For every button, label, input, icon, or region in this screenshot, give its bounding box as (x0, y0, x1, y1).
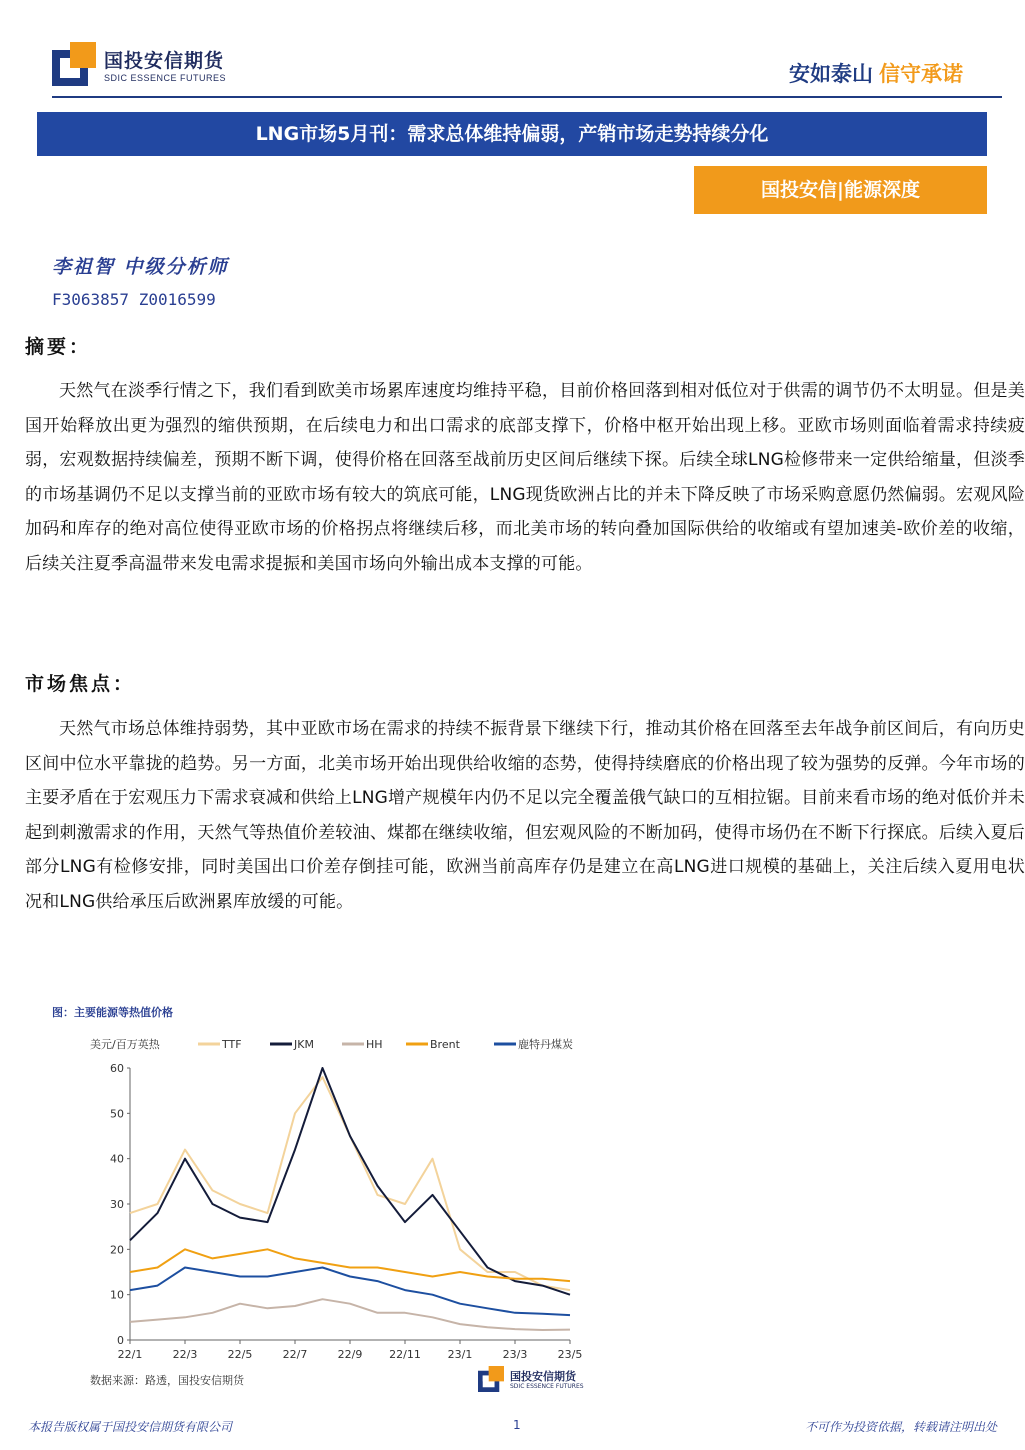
page-number: 1 (513, 1418, 521, 1432)
x-tick-label-0: 22/1 (117, 1348, 143, 1361)
x-tick-label-1: 22/3 (172, 1348, 198, 1361)
page-footer (0, 1408, 1025, 1450)
slogan-part-2: 信守承诺 (879, 62, 963, 86)
legend-label-0: TTF (222, 1038, 242, 1051)
company-name-en: SDIC ESSENCE FUTURES (104, 73, 227, 83)
figure-source: 数据来源：路透，国投安信期货 (90, 1374, 244, 1387)
report-title: LNG市场5月刊：需求总体维持偏弱，产销市场走势持续分化 (37, 112, 987, 156)
x-tick-label-6: 23/1 (447, 1348, 473, 1361)
y-tick-label-4: 40 (110, 1152, 124, 1166)
slogan-part-1: 安如泰山 (789, 62, 873, 86)
y-tick-label-1: 10 (110, 1288, 124, 1302)
series-line-0 (130, 1077, 570, 1290)
company-name: 国投安信期货 (104, 50, 225, 72)
series-line-2 (130, 1299, 570, 1330)
legend-label-1: JKM (294, 1038, 314, 1051)
chart-logo-name-en: SDIC ESSENCE FUTURES (510, 1383, 584, 1390)
legend-label-3: Brent (430, 1038, 460, 1051)
header-divider (52, 96, 1002, 98)
chart-watermark-logo (478, 1366, 598, 1396)
energy-price-chart (88, 1032, 598, 1392)
x-tick-label-2: 22/5 (227, 1348, 253, 1361)
author-ids: F3063857 Z0016599 (52, 290, 216, 309)
x-tick-label-5: 22/11 (389, 1348, 421, 1361)
figure-caption: 图：主要能源等热值价格 (52, 1006, 173, 1019)
y-tick-label-3: 30 (110, 1198, 124, 1211)
series-line-1 (130, 1068, 570, 1295)
y-tick-label-0: 0 (117, 1334, 124, 1347)
section-body-summary: 天然气在淡季行情之下，我们看到欧美市场累库速度均维持平稳，目前价格回落到相对低位对于供需的调节仍不太明显。但是美国开始释放出更为强烈的缩供预期，在后续电力和出口需求的底部支撑下，价格中枢开始出现上移。亚欧市场则面临着需求持续疲弱，宏观数据持续偏差，预期不断下调，使得价格在回落至战前历史区间后继续下探。后续全球LNG检修带来一定供给缩量，但淡季的市场基调仍不足以支撑当前的亚欧市场有较大的筑底可能，LNG现货欧洲占比的并未下降反映了市场采购意愿仍然偏弱。宏观风险加码和库存的绝对高位使得亚欧市场的价格拐点将继续后移，而北美市场的转向叠加国际供给的收缩或有望加速美-欧价差的收缩，后续关注夏季高温带来发电需求提振和美国市场向外输出成本支撑的可能。 (25, 381, 1025, 574)
section-body-focus: 天然气市场总体维持弱势，其中亚欧市场在需求的持续不振背景下继续下行，推动其价格在回落至去年战争前区间后，有向历史区间中位水平靠拢的趋势。另一方面，北美市场开始出现供给收缩的态势，使得持续磨底的价格出现了较为强势的反弹。今年市场的主要矛盾在于宏观压力下需求衰减和供给上LNG增产规模年内仍不足以完全覆盖俄气缺口的互相拉锯。目前来看市场的绝对低价并未起到刺激需求的作用，天然气等热值价差较油、煤都在继续收缩，但宏观风险的不断加码，使得市场仍在不断下行探底。后续入夏后部分LNG有检修安排，同时美国出口价差存倒挂可能，欧洲当前高库存仍是建立在高LNG进口规模的基础上，关注后续入夏用电状况和LNG供给承压后欧洲累库放缓的可能。 (25, 719, 1025, 912)
legend-label-2: HH (366, 1038, 383, 1051)
y-axis-label: 美元/百万英热 (90, 1038, 160, 1051)
company-logo-icon (52, 42, 96, 86)
footer-disclaimer: 不可作为投资依据，转载请注明出处 (804, 1420, 997, 1434)
x-tick-label-3: 22/7 (282, 1348, 308, 1361)
chart-logo-icon (478, 1366, 504, 1392)
section-heading-summary: 摘要： (25, 336, 92, 358)
x-tick-label-8: 23/5 (557, 1348, 583, 1361)
footer-copyright: 本报告版权属于国投安信期货有限公司 (28, 1420, 233, 1434)
y-tick-label-2: 20 (110, 1243, 124, 1257)
author-name: 李祖智 中级分析师 (52, 256, 229, 278)
slogan (789, 58, 963, 88)
chart-logo-name: 国投安信期货 (510, 1370, 576, 1383)
chart-svg (88, 1032, 598, 1372)
x-tick-label-7: 23/3 (502, 1348, 528, 1361)
y-tick-label-5: 50 (110, 1107, 124, 1121)
section-heading-focus: 市场焦点： (25, 673, 136, 695)
legend-label-4: 鹿特丹煤炭 (518, 1038, 573, 1051)
page-header (0, 0, 1025, 110)
x-tick-label-4: 22/9 (337, 1348, 363, 1361)
report-tag: 国投安信|能源深度 (694, 166, 987, 214)
y-tick-label-6: 60 (110, 1062, 124, 1075)
